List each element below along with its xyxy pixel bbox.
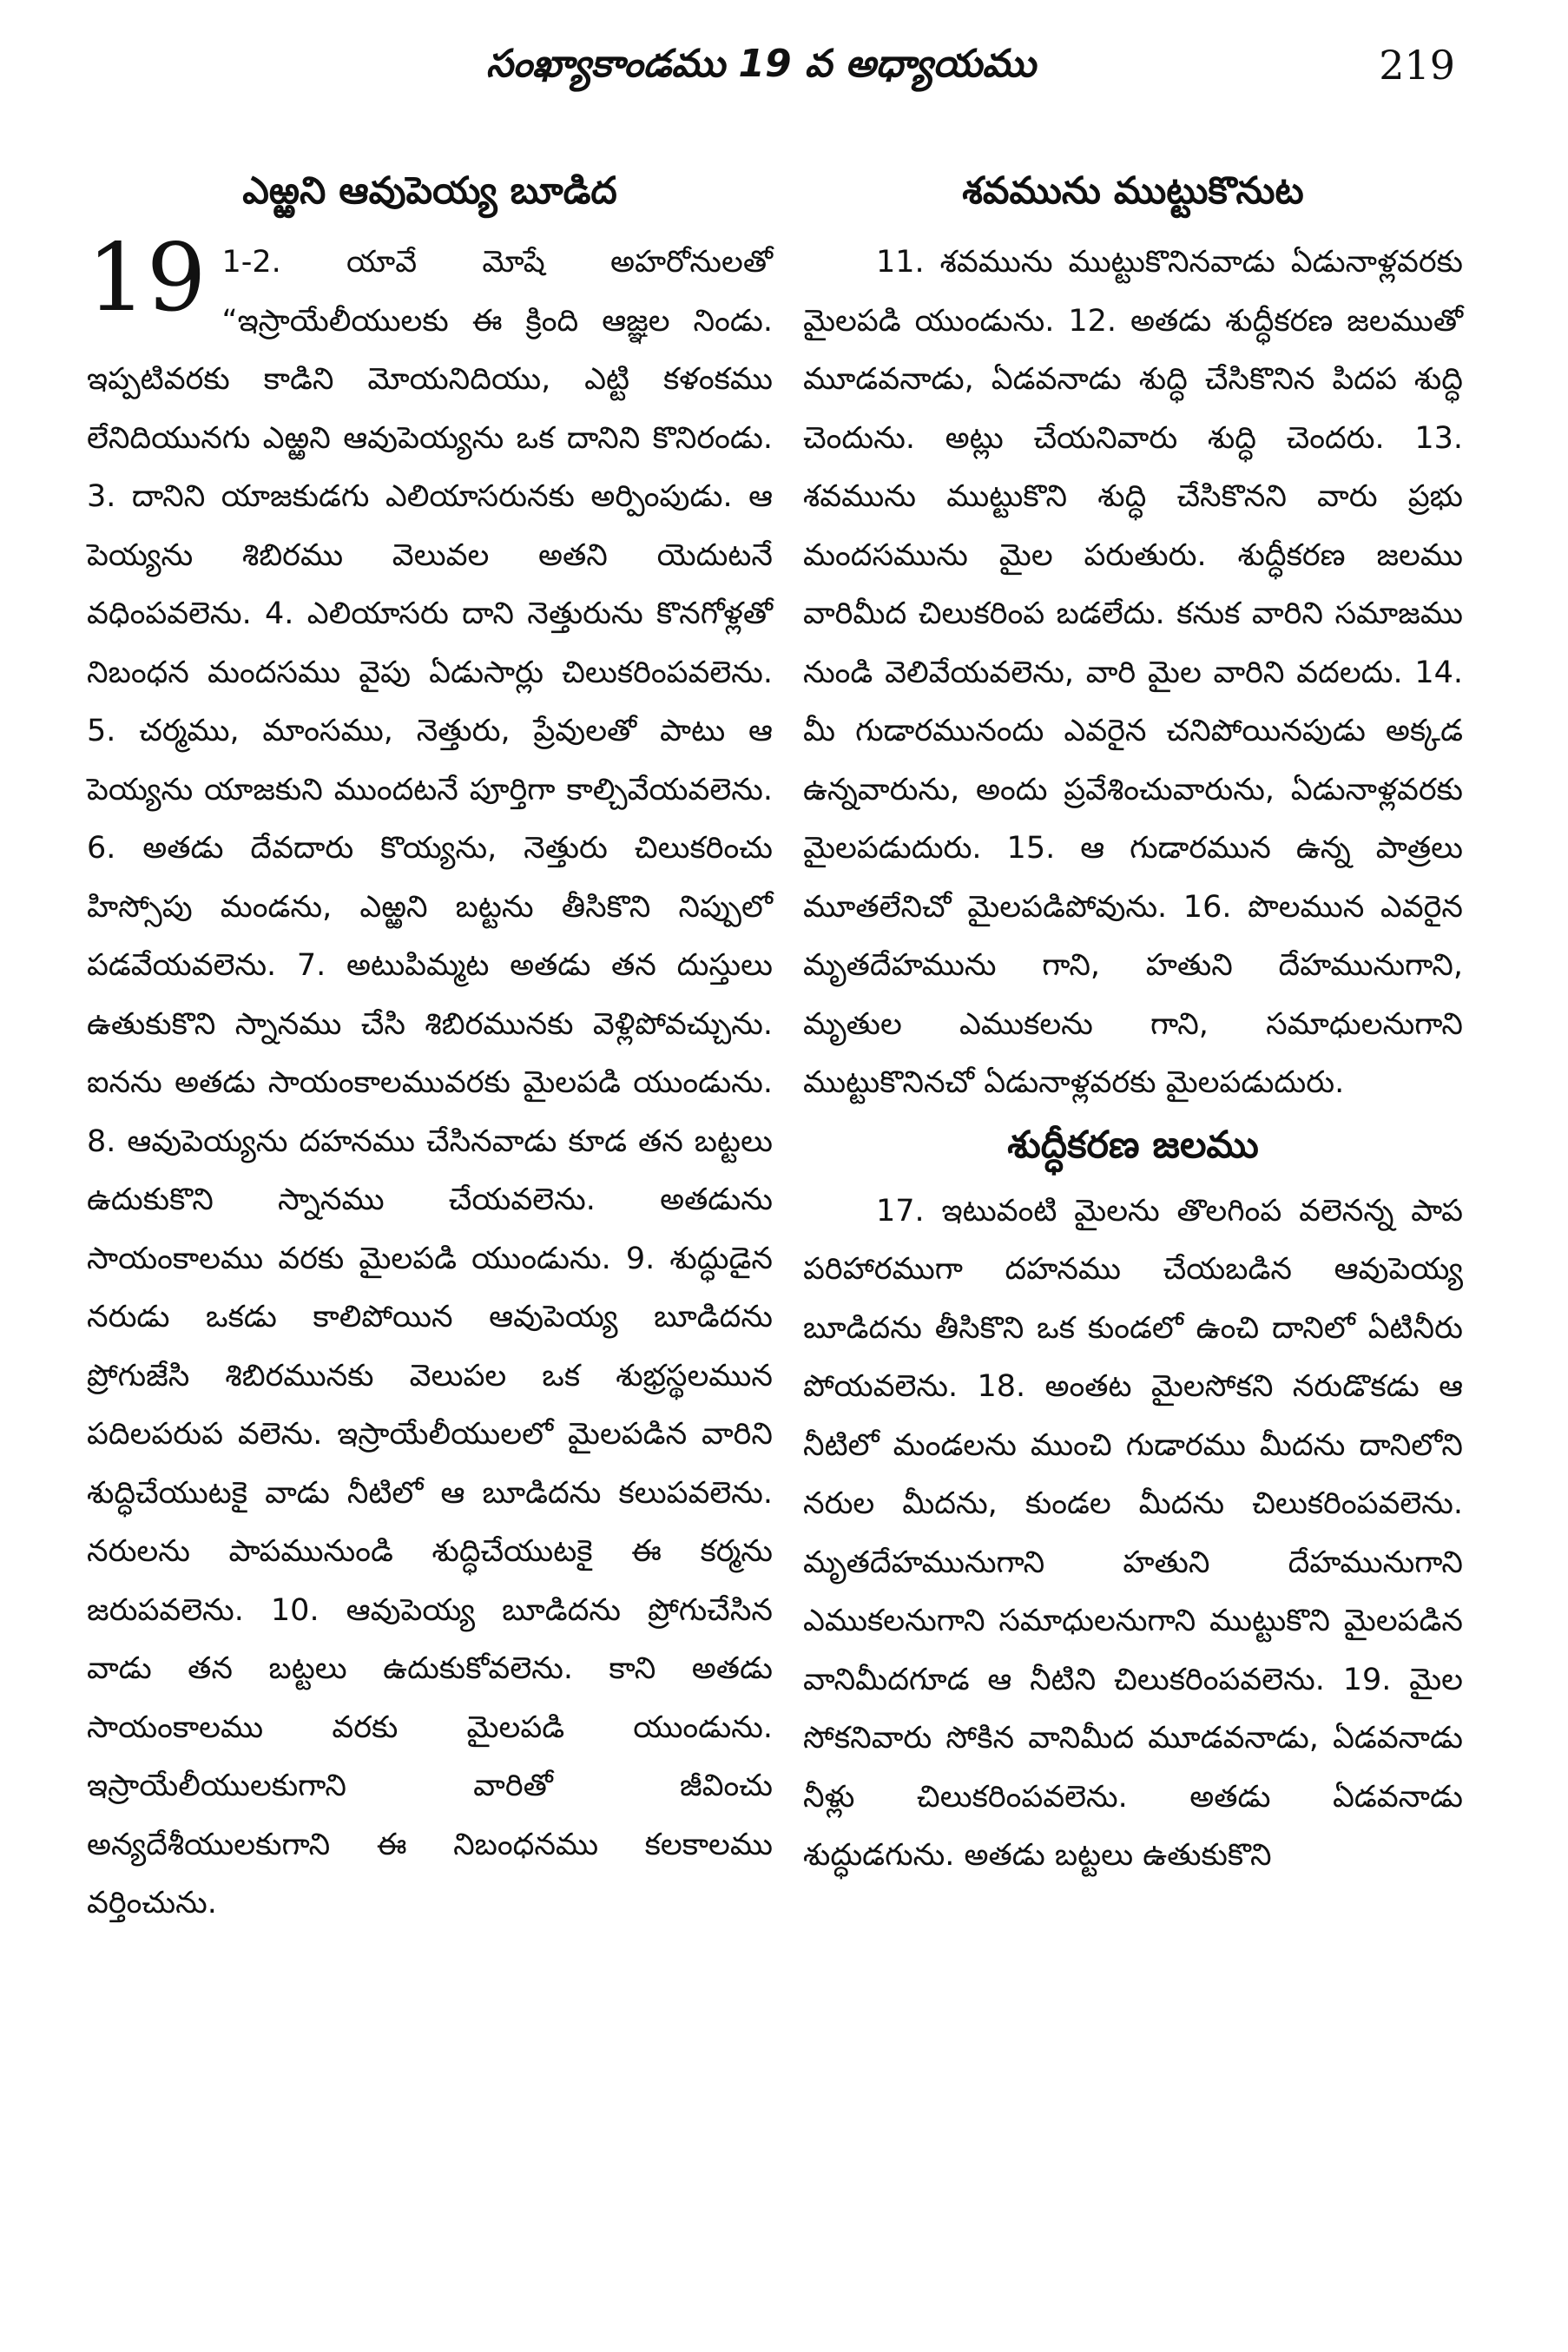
running-header — [0, 42, 1568, 102]
chapter-opening-paragraph — [87, 224, 773, 1934]
verses-11-16-text: 11. శవమును ముట్టుకొనినవాడు ఏడునాళ్లవరకు మైలపడి యుండును. 12. అతడు శుద్ధీకరణ జలముతో మూడవనాడు, ఏడవనాడు శుద్ధి చేసికొనిన పిదప శుద్ధి చెందును. అట్లు చేయనివారు శుద్ధి చెందరు. 13. శవమును ముట్టుకొని శుద్ధి చేసికొనని వారు ప్రభు మందసమును మైల పరుతురు. శుద్ధీకరణ జలము వారిమీద చిలుకరింప బడలేదు. కనుక వారిని సమాజము నుండి వెలివేయవలెను, వారి మైల వారిని వదలదు. 14. మీ గుడారమునందు ఎవరైన చనిపోయినపుడు అక్కడ ఉన్నవారును, అందు ప్రవేశించువారును, ఏడునాళ్లవరకు మైలపడుదురు. 15. ఆ గుడారమున ఉన్న పాత్రలు మూతలేనిచో మైలపడిపోవును. 16. పొలమున ఎవరైన మృతదేహమును గాని, హతుని దేహమునుగాని, మృతుల ఎముకలను గాని, సమాధులనుగాని ముట్టుకొనినచో ఏడునాళ్లవరకు మైలపడుదురు. — [803, 245, 1463, 1100]
running-title: సంఖ్యాకాండము 19 వ అధ్యాయము — [486, 42, 1036, 86]
section-heading-touching-dead: శవమును ముట్టుకొనుట — [962, 169, 1304, 213]
left-column — [87, 169, 773, 1934]
section-heading-red-heifer: ఎఱ్ఱని ఆవుపెయ్య బూడిద — [242, 169, 617, 213]
section-heading-purification-water: శుద్ధీకరణ జలము — [1007, 1123, 1259, 1167]
verses-1-10-text: 1-2. యావే మోషే అహరోనులతో “ఇస్రాయేలీయులకు ఈ క్రింది ఆజ్ఞల నిండు. ఇప్పటివరకు కాడిని మోయనిదియు, ఎట్టి కళంకము లేనిదియునగు ఎఱ్ఱని ఆవుపెయ్యను ఒక దానిని కొనిరండు. 3. దానిని యాజకుడగు ఎలియాసరునకు అర్పింపుడు. ఆ పెయ్యను శిబిరము వెలువల అతని యెదుటనే వధింపవలెను. 4. ఎలియాసరు దాని నెత్తురును కొనగోళ్లతో నిబంధన మందసము వైపు ఏడుసార్లు చిలుకరింపవలెను. 5. చర్మము, మాంసము, నెత్తురు, ప్రేవులతో పాటు ఆ పెయ్యను యాజకుని ముందటనే పూర్తిగా కాల్చివేయవలెను. 6. అతడు దేవదారు కొయ్యను, నెత్తురు చిలుకరించు హిస్సోపు మండను, ఎఱ్ఱని బట్టను తీసికొని నిప్పులో పడవేయవలెను. 7. అటుపిమ్మట అతడు తన దుస్తులు ఉతుకుకొని స్నానము చేసి శిబిరమునకు వెళ్లిపోవచ్చును. ఐనను అతడు సాయంకాలమువరకు మైలపడి యుండును. 8. ఆవుపెయ్యను దహనము చేసినవాడు కూడ తన బట్టలు ఉదుకుకొని స్నానము చేయవలెను. అతడును సాయంకాలము వరకు మైలపడి యుండును. 9. శుద్ధుడైన నరుడు ఒకడు కాలిపోయిన ఆవుపెయ్య బూడిదను ప్రోగుజేసి శిబిరమునకు వెలుపల ఒక శుభ్రస్థలమున పదిలపరుప వలెను. ఇస్రాయేలీయులలో మైలపడిన వారిని శుద్ధిచేయుటకై వాడు నీటిలో ఆ బూడిదను కలుపవలెను. నరులను పాపమునుండి శుద్ధిచేయుటకై ఈ కర్మను జరుపవలెను. 10. ఆవుపెయ్య బూడిదను ప్రోగుచేసిన వాడు తన బట్టలు ఉదుకుకోవలెను. కాని అతడు సాయంకాలము వరకు మైలపడి యుండును. ఇస్రాయేలీయులకుగాని వారితో జీవించు అన్యదేశీయులకుగాని ఈ నిబంధనము కలకాలము వర్తించును. — [87, 245, 773, 1920]
chapter-number: 19 — [87, 224, 207, 333]
verses-17-19-text: 17. ఇటువంటి మైలను తొలగింప వలెనన్న పాప పరిహారముగా దహనము చేయబడిన ఆవుపెయ్య బూడిదను తీసికొని ఒక కుండలో ఉంచి దానిలో ఏటినీరు పోయవలెను. 18. అంతట మైలసోకని నరుడొకడు ఆ నీటిలో మండలను ముంచి గుడారము మీదను దానిలోని నరుల మీదను, కుండల మీదను చిలుకరింపవలెను. మృతదేహమునుగాని హతుని దేహమునుగాని ఎముకలనుగాని సమాధులనుగాని ముట్టుకొని మైలపడిన వానిమీదగూడ ఆ నీటిని చిలుకరింపవలెను. 19. మైల సోకనివారు సోకిన వానిమీద మూడవనాడు, ఏడవనాడు నీళ్లు చిలుకరింపవలెను. అతడు ఏడవనాడు శుద్ధుడగును. అతడు బట్టలు ఉతుకుకొని — [803, 1193, 1463, 1873]
right-column — [803, 169, 1463, 1886]
page-number: 219 — [1379, 42, 1455, 89]
